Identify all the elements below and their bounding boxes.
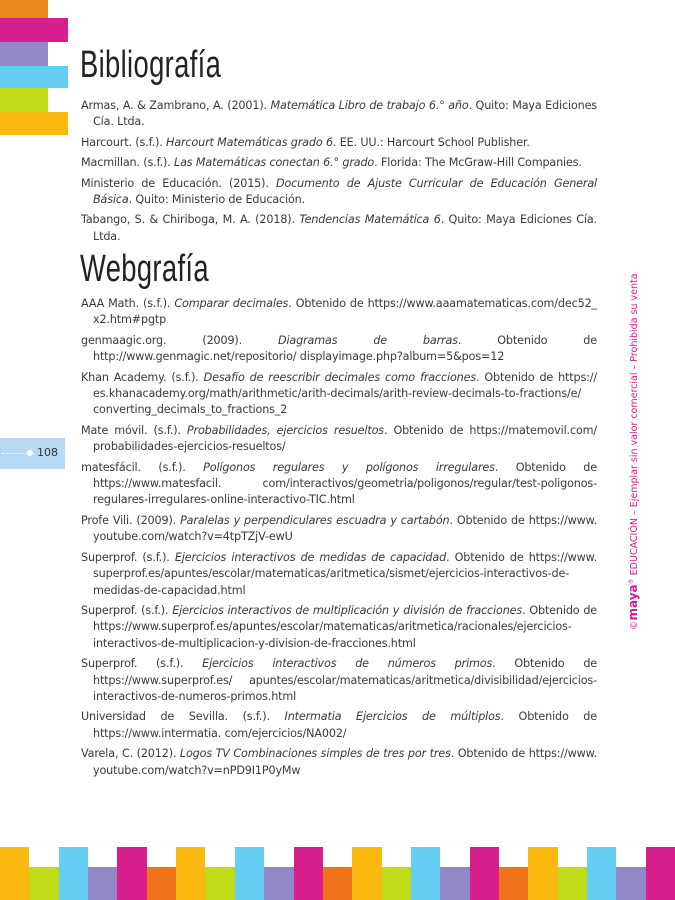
- reference-author: Ministerio de Educación. (2015).: [81, 176, 276, 190]
- reference-item: [81, 370, 597, 419]
- reference-item: [81, 656, 597, 705]
- reference-title: Intermatia Ejercicios de múltiplos: [284, 710, 501, 724]
- decor-bar: [147, 867, 176, 900]
- side-notice: [626, 273, 640, 630]
- reference-title: Diagramas de barras: [278, 333, 458, 347]
- reference-title: Paralelas y perpendiculares escuadra y cartabón: [180, 513, 450, 527]
- decor-bar: [558, 867, 587, 900]
- maya-brand: maya: [626, 584, 640, 621]
- dotted-leader: [2, 453, 28, 454]
- decor-bar: [587, 847, 616, 900]
- reference-author: Macmillan. (s.f.).: [81, 156, 174, 170]
- reference-details: . Obtenido de https://www.intermatia. com/ejercicios/NA002/: [93, 710, 597, 740]
- reference-author: AAA Math. (s.f.).: [81, 297, 175, 310]
- decor-bar: [88, 867, 117, 900]
- trademark-symbol: ®: [627, 578, 635, 585]
- dot-marker: [27, 450, 33, 456]
- reference-item: [81, 176, 597, 209]
- reference-title: Matemática Libro de trabajo 6.° año: [270, 99, 469, 112]
- decor-bar: [235, 847, 264, 900]
- reference-details: . Quito: Maya Ediciones Cía. Ltda.: [93, 99, 597, 129]
- decor-bar: [616, 867, 645, 900]
- reference-details: . Quito: Ministerio de Educación.: [128, 193, 306, 207]
- decor-bar: [0, 847, 29, 900]
- reference-title: Comparar decimales: [174, 297, 289, 310]
- reference-item: [81, 155, 597, 171]
- reference-item: [81, 212, 597, 245]
- decor-bar-green: [0, 88, 48, 112]
- reference-details: . Obtenido de https://matemovil.com/ probabilidades-ejercicios-resueltos/: [93, 423, 598, 454]
- reference-author: Varela, C. (2012).: [81, 747, 180, 761]
- decor-bar: [352, 847, 381, 900]
- reference-author: matesfácil. (s.f.).: [81, 460, 204, 474]
- decor-bar-blue: [0, 66, 68, 88]
- reference-details: . Obtenido de https://www.superprof.es/ apuntes/escolar/matematicas/aritmetica/divisibilidad/ejercicios-interactivos-de-numeros-primos.html: [93, 657, 597, 703]
- decor-bar: [382, 867, 411, 900]
- reference-title: Polígonos regulares y polígonos irregulares: [203, 460, 495, 474]
- reference-title: Logos TV Combinaciones simples de tres por tres: [179, 747, 451, 761]
- reference-item: [81, 98, 597, 131]
- reference-item: [81, 296, 597, 329]
- copyright-symbol: ©: [629, 620, 640, 630]
- reference-item: [81, 746, 597, 779]
- reference-item: [81, 423, 597, 456]
- bibliography-list: [81, 98, 597, 249]
- reference-details: . Obtenido de http://www.genmagic.net/repositorio/ displayimage.php?album=5&pos=12: [93, 333, 597, 364]
- webography-list: [81, 296, 597, 783]
- reference-item: [81, 550, 597, 599]
- decor-bar: [470, 847, 499, 900]
- reference-title: Documento de Ajuste Curricular de Educación General Básica: [93, 176, 597, 207]
- decor-bar: [176, 847, 205, 900]
- reference-title: Harcourt Matemáticas grado 6: [166, 135, 333, 149]
- decor-bar-yellow: [0, 112, 68, 135]
- page-number-tab: [0, 438, 65, 469]
- reference-author: Superprof. (s.f.).: [81, 657, 203, 671]
- decor-bar: [117, 847, 146, 900]
- decor-bar-orange: [0, 0, 48, 18]
- decor-bar: [646, 847, 675, 900]
- side-notice-text: EDUCACIÓN – Ejemplar sin valor comercial – Prohibida su venta: [629, 273, 640, 579]
- reference-author: Mate móvil. (s.f.).: [81, 423, 187, 437]
- decor-bar: [205, 867, 234, 900]
- decor-bar: [323, 867, 352, 900]
- page-number: 108: [37, 446, 58, 459]
- reference-item: [81, 513, 597, 546]
- decor-bar: [59, 847, 88, 900]
- reference-author: Harcourt. (s.f.).: [81, 135, 167, 149]
- reference-author: Superprof. (s.f.).: [81, 603, 173, 617]
- decor-bar: [440, 867, 469, 900]
- reference-details: . Obtenido de https://www. youtube.com/watch?v=nPD9I1P0yMw: [93, 747, 597, 777]
- reference-title: Ejercicios interactivos de medidas de capacidad: [174, 550, 447, 564]
- decor-bar: [264, 867, 293, 900]
- decor-bar: [29, 867, 58, 900]
- reference-details: . Obtenido de https://www. youtube.com/watch?v=4tpTZjV-ewU: [93, 513, 597, 544]
- reference-author: Khan Academy. (s.f.).: [81, 370, 204, 384]
- reference-item: [81, 709, 597, 742]
- webgrafia-heading: Webgrafía: [80, 248, 209, 290]
- reference-author: Profe Vili. (2009).: [81, 513, 181, 527]
- reference-item: [81, 333, 597, 366]
- decor-bar: [528, 847, 557, 900]
- reference-author: genmaagic.org. (2009).: [81, 333, 278, 347]
- reference-details: . Obtenido de https://www.matesfacil. com/interactivos/geometria/poligonos/regular/test-poligonos-regulares-irregulares-online-interactivo-TIC.html: [93, 460, 597, 507]
- reference-title: Probabilidades, ejercicios resueltos: [186, 423, 384, 437]
- reference-details: . Quito: Maya Ediciones Cía. Ltda.: [93, 213, 597, 243]
- reference-item: [81, 603, 597, 652]
- reference-title: Ejercicios interactivos de multiplicación y división de fracciones: [172, 603, 523, 617]
- reference-title: Ejercicios interactivos de números primos: [202, 657, 493, 671]
- decor-bar: [294, 847, 323, 900]
- reference-title: Las Matemáticas conectan 6.° grado: [174, 156, 375, 170]
- reference-author: Armas, A. & Zambrano, A. (2001).: [81, 99, 271, 112]
- decor-bar: [499, 867, 528, 900]
- reference-details: . Florida: The McGraw-Hill Companies.: [374, 156, 582, 170]
- reference-author: Superprof. (s.f.).: [81, 550, 175, 564]
- reference-details: . Obtenido de https://www.superprof.es/apuntes/escolar/matematicas/aritmetica/racionales/ejercicios-interactivos-de-multiplicacion-y-division-de-fracciones.html: [93, 603, 597, 650]
- reference-item: [81, 135, 597, 151]
- reference-details: . EE. UU.: Harcourt School Publisher.: [332, 135, 530, 149]
- reference-title: Desafío de reescribir decimales como fracciones: [203, 370, 477, 384]
- reference-details: . Obtenido de https:// es.khanacademy.org/math/arithmetic/arith-decimals/arith-review-decimals-to-fractions/e/ converting_decimals_to_fractions_2: [93, 370, 597, 417]
- reference-author: Universidad de Sevilla. (s.f.).: [81, 710, 285, 724]
- reference-details: . Obtenido de https://www. superprof.es/apuntes/escolar/matematicas/aritmetica/sismet/ejercicios-interactivos-de-medidas-de-capacidad.html: [93, 550, 597, 597]
- reference-author: Tabango, S. & Chiriboga, M. A. (2018).: [81, 213, 300, 227]
- reference-item: [81, 460, 597, 509]
- decor-bar-magenta: [0, 18, 68, 42]
- decor-bar: [411, 847, 440, 900]
- bibliografia-heading: Bibliografía: [80, 44, 222, 86]
- reference-title: Tendencias Matemática 6: [299, 213, 441, 227]
- reference-details: . Obtenido de https://www.aaamatematicas.com/dec52_ x2.htm#pgtp: [93, 297, 597, 327]
- decor-bar-purple: [0, 42, 48, 66]
